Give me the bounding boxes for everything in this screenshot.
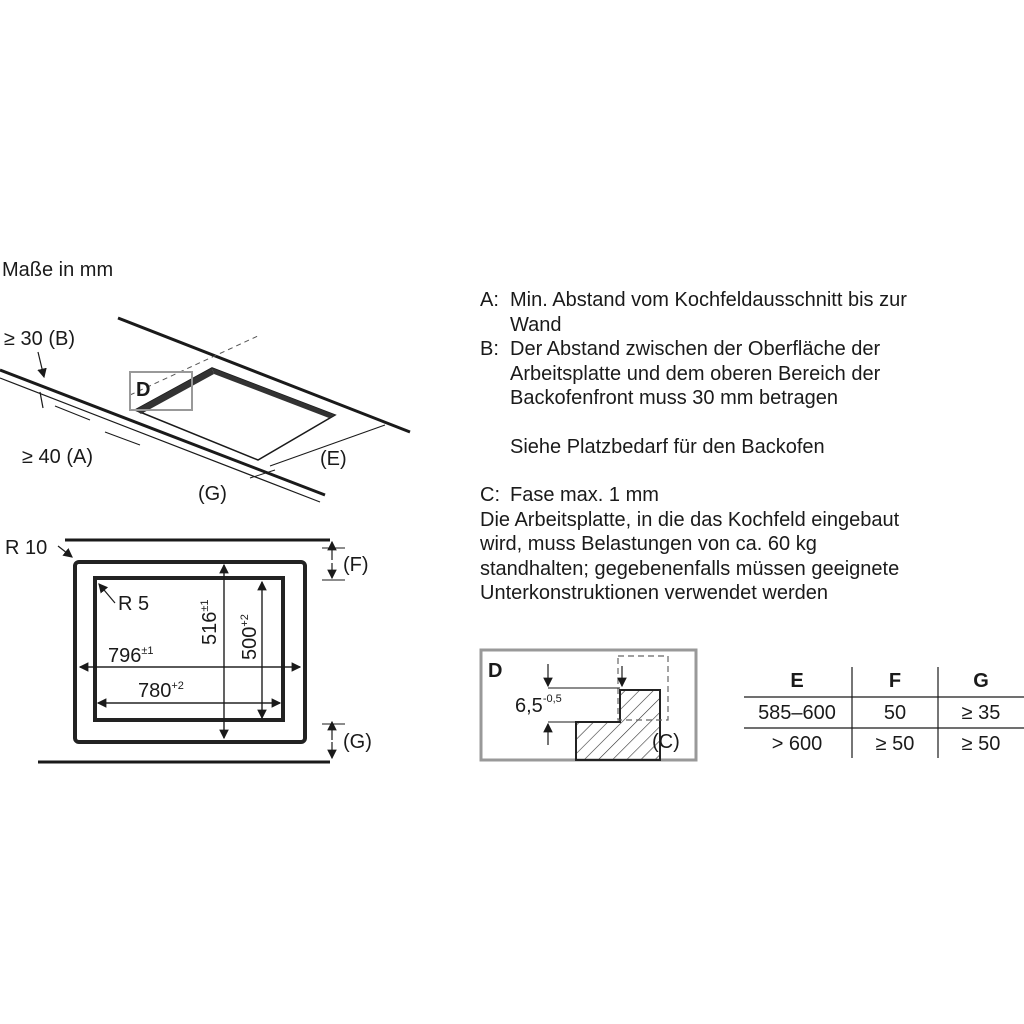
dim-500-tol: +2	[239, 614, 251, 627]
dim-500-text	[239, 614, 261, 660]
arrow-r10	[58, 546, 72, 557]
note-b	[480, 337, 907, 362]
dim-796-tol: ±1	[141, 645, 154, 657]
note-c	[480, 483, 907, 508]
note-a-line2: Wand	[510, 313, 562, 336]
label-c: (C)	[652, 731, 680, 753]
table-header-g: G	[973, 670, 989, 692]
dim-780-value: 780	[138, 680, 172, 702]
note-a	[480, 288, 907, 313]
table-cell-r2-e: > 600	[771, 733, 823, 755]
note-a-line1: Min. Abstand vom Kochfeldausschnitt bis zur	[510, 289, 907, 311]
note-oven-text: Siehe Platzbedarf für den Backofen	[510, 435, 825, 458]
detail-d	[481, 650, 696, 760]
dim-780-tol: +2	[171, 680, 184, 692]
note-b-line2: Arbeitsplatte und dem oberen Bereich der	[510, 362, 881, 385]
detail-d-label: D	[136, 379, 151, 401]
units-label: Maße in mm	[2, 259, 114, 281]
label-e: (E)	[320, 448, 347, 470]
indent	[480, 313, 510, 338]
detail-d-title: D	[488, 660, 503, 682]
table-cell-r1-f: 50	[883, 702, 907, 724]
note-w-line3: standhalten; gegebenenfalls müssen geeignete	[480, 557, 900, 580]
note-b-key: B:	[480, 338, 499, 360]
note-a-key: A:	[480, 289, 499, 311]
dim-796-value: 796	[108, 645, 142, 667]
indent	[480, 362, 510, 387]
label-g-top: (G)	[198, 483, 227, 505]
label-f: (F)	[343, 554, 369, 576]
note-w-line1: Die Arbeitsplatte, in die das Kochfeld eingebaut	[480, 508, 900, 531]
indent	[480, 386, 510, 411]
bevel-tol: -0,5	[542, 693, 562, 705]
note-a-cont	[480, 313, 907, 338]
table-cell-r1-g: ≥ 35	[961, 702, 1001, 724]
label-g-plan: (G)	[343, 731, 372, 753]
note-b-cont	[480, 362, 907, 387]
dim-a-line	[55, 406, 90, 420]
notes-block	[480, 288, 907, 606]
note-w-line4: Unterkonstruktionen verwendet werden	[480, 582, 828, 604]
note-b-cont2	[480, 386, 907, 411]
dim-796-text	[108, 645, 154, 667]
table-cell-r2-g: ≥ 50	[961, 733, 1001, 755]
dim-516-text	[199, 599, 221, 645]
table-header-e: E	[790, 670, 804, 692]
note-b-line1: Der Abstand zwischen der Oberfläche der	[510, 338, 881, 360]
indent	[480, 435, 510, 460]
note-oven	[480, 435, 907, 460]
label-a: ≥ 40 (A)	[22, 446, 93, 468]
label-r5: R 5	[118, 593, 150, 615]
table-header-f: F	[888, 670, 902, 692]
arrow-b	[38, 352, 44, 377]
arrow-r5	[99, 584, 115, 603]
bevel-value: 6,5	[515, 695, 543, 717]
label-b: ≥ 30 (B)	[4, 328, 75, 350]
table-cell-r2-f: ≥ 50	[875, 733, 915, 755]
dim-a-line-2	[105, 432, 140, 445]
note-b-line3: Backofenfront muss 30 mm betragen	[510, 387, 838, 409]
dim-780-text	[138, 680, 184, 702]
dim-500-value: 500	[239, 626, 261, 660]
note-c-line1: Fase max. 1 mm	[510, 484, 659, 506]
note-c-key: C:	[480, 484, 500, 506]
label-r10: R 10	[5, 537, 48, 559]
worktop-isometric	[0, 259, 410, 505]
cutout-plan	[5, 537, 372, 762]
table-cell-r1-e: 585–600	[758, 702, 836, 724]
dim-516-value: 516	[199, 611, 221, 645]
note-w-line2: wird, muss Belastungen von ca. 60 kg	[480, 533, 817, 555]
dim-516-tol: ±1	[199, 599, 211, 612]
